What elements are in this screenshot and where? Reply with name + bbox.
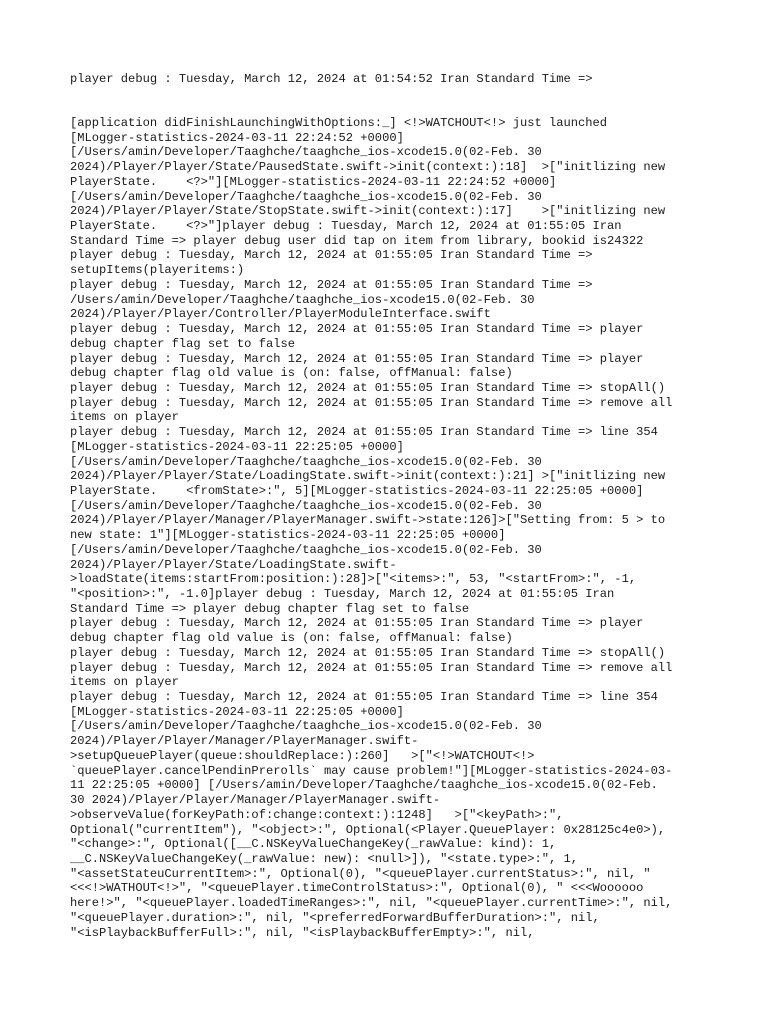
log-line: 2024)/Player/Player/State/StopState.swift->init(context:):17] >["initlizing new <box>70 204 666 219</box>
log-line: player debug : Tuesday, March 12, 2024 at 01:55:05 Iran Standard Time => line 354 <box>70 690 658 705</box>
log-line: 30 2024)/Player/Player/Manager/PlayerManager.swift- <box>70 793 441 808</box>
log-line: [MLogger-statistics-2024-03-11 22:25:05 +0000] <box>70 704 404 719</box>
log-line: player debug : Tuesday, March 12, 2024 at 01:55:05 Iran Standard Time => stopAll() <box>70 645 666 660</box>
log-line: `queuePlayer.cancelPendinPrerolls` may cause problem!"][MLogger-statistics-2024-03- <box>70 763 673 778</box>
log-line: 11 22:25:05 +0000] [/Users/amin/Developer/Taaghche/taaghche_ios-xcode15.0(02-Feb. <box>70 778 658 793</box>
log-line: PlayerState. <fromState>:", 5][MLogger-statistics-2024-03-11 22:25:05 +0000] <box>70 483 644 498</box>
log-line: player debug : Tuesday, March 12, 2024 at 01:55:05 Iran Standard Time => line 354 <box>70 425 658 440</box>
log-line: new state: 1"][MLogger-statistics-2024-03-11 22:25:05 +0000] <box>70 528 506 543</box>
log-line: debug chapter flag old value is (on: false, offManual: false) <box>70 366 513 381</box>
log-line: player debug : Tuesday, March 12, 2024 at 01:55:05 Iran Standard Time => player <box>70 351 644 366</box>
log-line: player debug : Tuesday, March 12, 2024 at 01:55:05 Iran Standard Time => <box>70 248 593 263</box>
log-line: [/Users/amin/Developer/Taaghche/taaghche_ios-xcode15.0(02-Feb. 30 <box>70 498 542 513</box>
log-body <box>70 116 672 940</box>
log-line: items on player <box>70 675 179 690</box>
log-line: 2024)/Player/Player/Controller/PlayerModuleInterface.swift <box>70 307 491 322</box>
log-header-line: player debug : Tuesday, March 12, 2024 at 01:54:52 Iran Standard Time => <box>70 72 593 86</box>
log-line: player debug : Tuesday, March 12, 2024 at 01:55:05 Iran Standard Time => stopAll() <box>70 380 666 395</box>
log-line: player debug : Tuesday, March 12, 2024 at 01:55:05 Iran Standard Time => remove all <box>70 660 673 675</box>
log-line: player debug : Tuesday, March 12, 2024 at 01:55:05 Iran Standard Time => remove all <box>70 395 673 410</box>
log-line: 2024)/Player/Player/State/LoadingState.swift->init(context:):21] >["initlizing new <box>70 469 666 484</box>
log-line: 2024)/Player/Player/State/PausedState.swift->init(context:):18] >["initlizing new <box>70 160 666 175</box>
log-line: 2024)/Player/Player/Manager/PlayerManager.swift- <box>70 734 419 749</box>
log-line: [/Users/amin/Developer/Taaghche/taaghche_ios-xcode15.0(02-Feb. 30 <box>70 145 542 160</box>
log-line: 2024)/Player/Player/State/LoadingState.swift- <box>70 557 397 572</box>
log-line: [MLogger-statistics-2024-03-11 22:25:05 +0000] <box>70 439 404 454</box>
log-line: Standard Time => player debug user did tap on item from library, bookid is24322 <box>70 233 644 248</box>
log-line: "<change>:", Optional([__C.NSKeyValueChangeKey(_rawValue: kind): 1, <box>70 837 557 852</box>
log-line: "<position>:", -1.0]player debug : Tuesday, March 12, 2024 at 01:55:05 Iran <box>70 587 615 601</box>
log-line: setupItems(playeritems:) <box>70 263 245 278</box>
log-line: [/Users/amin/Developer/Taaghche/taaghche_ios-xcode15.0(02-Feb. 30 <box>70 454 542 469</box>
log-line: >observeValue(forKeyPath:of:change:context:):1248] >["<keyPath>:", <box>70 807 564 822</box>
log-line: [MLogger-statistics-2024-03-11 22:24:52 +0000] <box>70 130 404 145</box>
log-line: <<<!>WATHOUT<!>", "<queuePlayer.timeControlStatus>:", Optional(0), " <<<Woooooo <box>70 881 644 896</box>
log-line: player debug : Tuesday, March 12, 2024 at 01:55:05 Iran Standard Time => <box>70 277 593 292</box>
log-line: "<queuePlayer.duration>:", nil, "<preferredForwardBufferDuration>:", nil, <box>70 910 600 925</box>
log-line: [/Users/amin/Developer/Taaghche/taaghche_ios-xcode15.0(02-Feb. 30 <box>70 542 542 557</box>
log-line: /Users/amin/Developer/Taaghche/taaghche_ios-xcode15.0(02-Feb. 30 <box>70 292 535 307</box>
log-line: [/Users/amin/Developer/Taaghche/taaghche_ios-xcode15.0(02-Feb. 30 <box>70 189 542 204</box>
log-line: __C.NSKeyValueChangeKey(_rawValue: new): <null>]), "<state.type>:", 1, <box>70 851 579 866</box>
log-line: debug chapter flag old value is (on: false, offManual: false) <box>70 631 513 646</box>
log-line: "<assetStateuCurrentItem>:", Optional(0), "<queuePlayer.currentStatus>:", nil, " <box>70 866 651 881</box>
log-line: player debug : Tuesday, March 12, 2024 at 01:55:05 Iran Standard Time => player <box>70 616 644 631</box>
log-line: [application didFinishLaunchingWithOptions:_] <!>WATCHOUT<!> just launched <box>70 116 608 130</box>
log-line: 2024)/Player/Player/Manager/PlayerManager.swift->state:126]>["Setting from: 5 > to <box>70 513 666 528</box>
log-line: [/Users/amin/Developer/Taaghche/taaghche_ios-xcode15.0(02-Feb. 30 <box>70 719 542 734</box>
log-line: >setupQueuePlayer(queue:shouldReplace:):260] >["<!>WATCHOUT<!> <box>70 748 535 763</box>
log-line: player debug : Tuesday, March 12, 2024 at 01:55:05 Iran Standard Time => player <box>70 322 644 337</box>
log-line: "<isPlaybackBufferFull>:", nil, "<isPlaybackBufferEmpty>:", nil, <box>70 925 535 940</box>
log-line: items on player <box>70 410 179 425</box>
log-line: here!>", "<queuePlayer.loadedTimeRanges>:", nil, "<queuePlayer.currentTime>:", nil, <box>70 896 673 911</box>
log-line: >loadState(items:startFrom:position:):28]>["<items>:", 53, "<startFrom>:", -1, <box>70 572 637 587</box>
log-line: debug chapter flag set to false <box>70 336 295 351</box>
log-line: Standard Time => player debug chapter flag set to false <box>70 601 470 616</box>
log-line: PlayerState. <?>"]player debug : Tuesday, March 12, 2024 at 01:55:05 Iran <box>70 219 622 234</box>
log-line: Optional("currentItem"), "<object>:", Optional(<Player.QueuePlayer: 0x28125c4e0>), <box>70 822 666 837</box>
log-line: PlayerState. <?>"][MLogger-statistics-2024-03-11 22:24:52 +0000] <box>70 174 557 189</box>
